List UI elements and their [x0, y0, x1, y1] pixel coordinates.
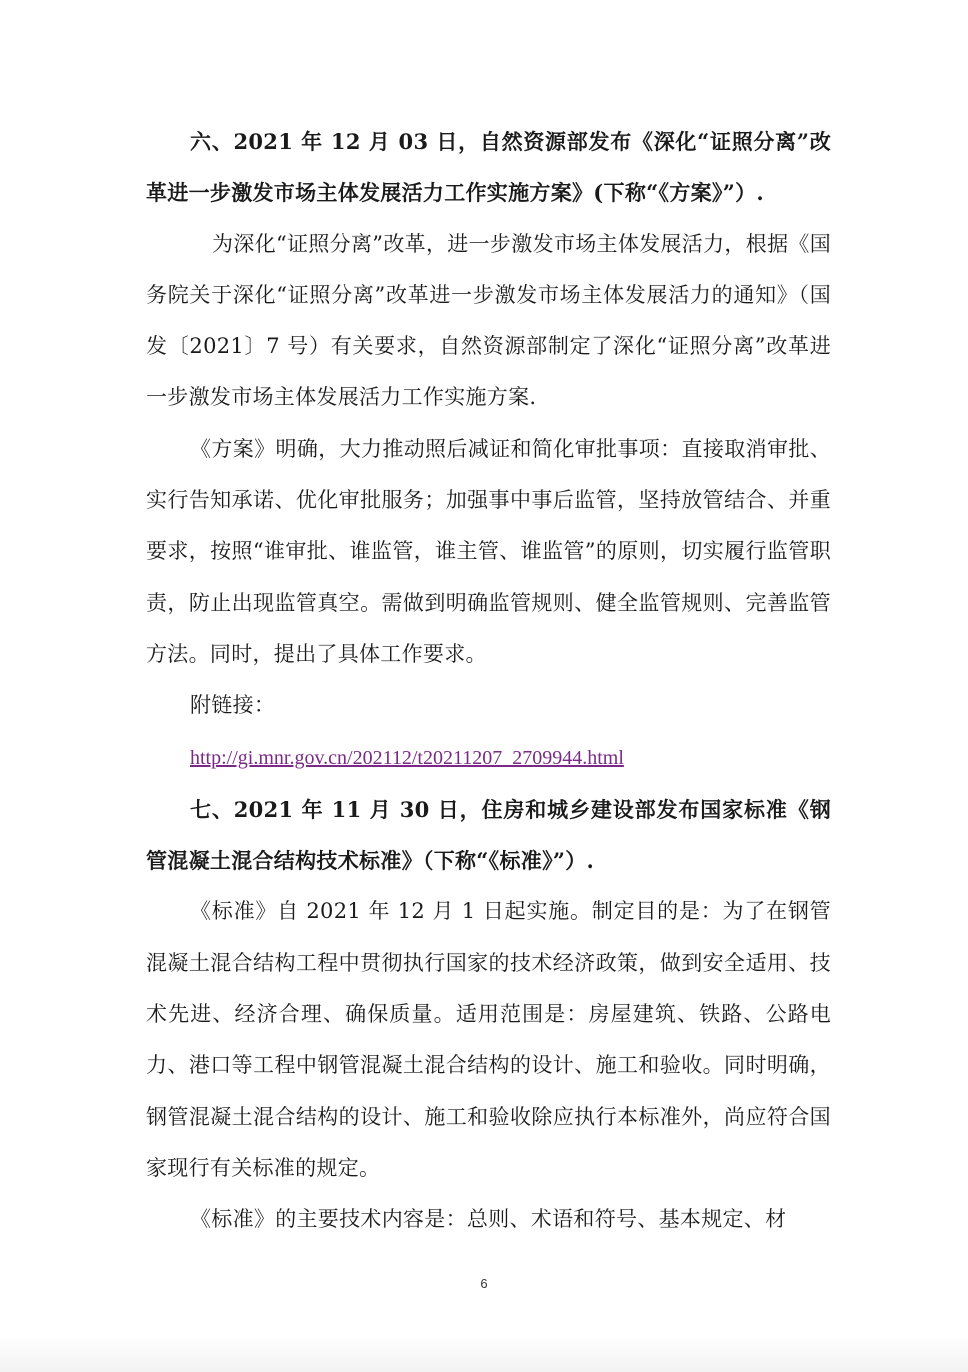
section-6-paragraph-1: 为深化“证照分离”改革，进一步激发市场主体发展活力，根据《国务院关于深化“证照分离”改革进一步激发市场主体发展活力的通知》（国发〔2021〕7 号）有关要求，自然资源部制定了深化“证照分离”改革进一步激发市场主体发展活力工作实施方案. — [146, 231, 831, 410]
mnr-link[interactable]: http://gi.mnr.gov.cn/202112/t20211207_2709944.html — [190, 746, 624, 769]
section-7-paragraph-2: 《标准》的主要技术内容是：总则、术语和符号、基本规定、材 — [190, 1207, 787, 1232]
section-6-heading: 六、2021 年 12 月 03 日，自然资源部发布《深化“证照分离”改革进一步激发市场主体发展活力工作实施方案》(下称“《方案》”）. — [146, 129, 831, 206]
page-bottom-edge — [0, 1336, 968, 1372]
page-number: 6 — [480, 1276, 488, 1291]
link-label: 附链接： — [190, 693, 276, 718]
section-6-paragraph-2: 《方案》明确，大力推动照后减证和简化审批事项：直接取消审批、实行告知承诺、优化审批服务；加强事中事后监管，坚持放管结合、并重要求，按照“谁审批、谁监管，谁主管、谁监管”的原则，切实履行监管职责，防止出现监管真空。需做到明确监管规则、健全监管规则、完善监管方法。同时，提出了具体工作要求。 — [146, 436, 831, 666]
document-body — [146, 116, 831, 1246]
section-7-paragraph-1: 《标准》自 2021 年 12 月 1 日起实施。制定目的是：为了在钢管混凝土混合结构工程中贯彻执行国家的技术经济政策，做到安全适用、技术先进、经济合理、确保质量。适用范围是：房屋建筑、铁路、公路电力、港口等工程中钢管混凝土混合结构的设计、施工和验收。同时明确，钢管混凝土混合结构的设计、施工和验收除应执行本标准外，尚应符合国家现行有关标准的规定。 — [146, 899, 831, 1180]
section-7-heading: 七、2021 年 11 月 30 日，住房和城乡建设部发布国家标准《钢管混凝土混合结构技术标准》（下称“《标准》”）. — [146, 796, 831, 874]
link-line — [146, 732, 831, 784]
